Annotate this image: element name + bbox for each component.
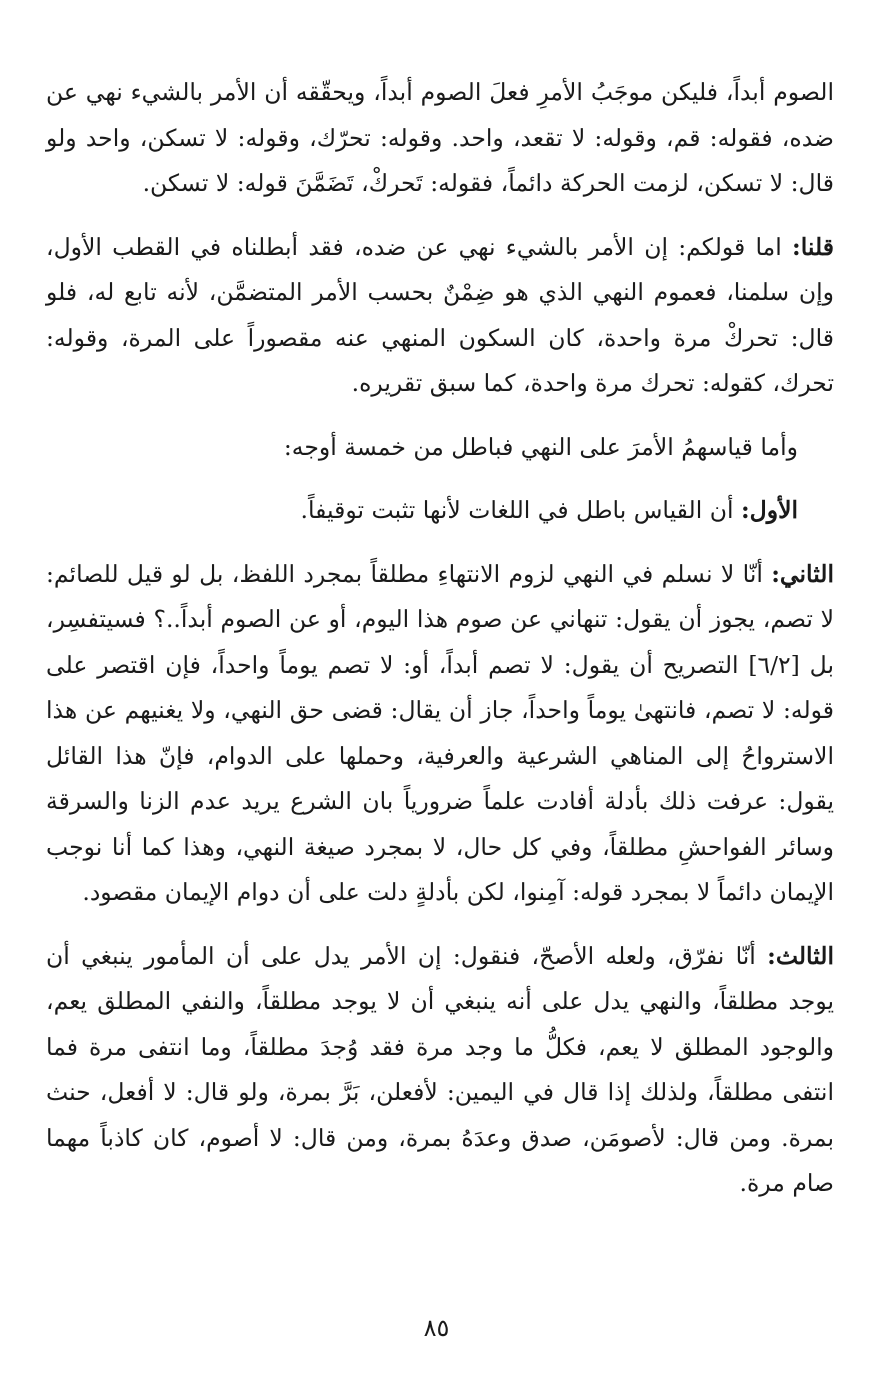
paragraph-2 xyxy=(46,225,834,407)
paragraph-6 xyxy=(46,934,834,1207)
paragraph-4 xyxy=(46,488,834,534)
paragraph-lead: قلنا: xyxy=(792,232,834,261)
paragraph-lead: الثالث: xyxy=(767,941,834,970)
paragraph-text: أنّا لا نسلم في النهي لزوم الانتهاءِ مطلقاً بمجرد اللفظ، بل لو قيل للصائم: لا تصم، يجوز أن يقول: تنهاني عن صوم هذا اليوم، أو عن الصوم أبداً..؟ فسيتفسِر، بل [٦/٢] التصريح أن يقول: لا تصم أبداً، أو: لا تصم يوماً واحداً، فإن اقتصر على قوله: لا تصم، فانتهىٰ يوماً واحداً، جاز أن يقال: قضى حق النهي، ولا يغنيهم عن هذا الاسترواحُ إلى المناهي الشرعية والعرفية، وحملها على الدوام، فإنّ هذا القائل يقول: عرفت ذلك بأدلة أفادت علماً ضرورياً بان الشرع يريد عدم الزنا والسرقة وسائر الفواحشِ مطلقاً، وفي كل حال، لا بمجرد صيغة النهي، وهذا كما أنا نوجب الإيمان دائماً لا بمجرد قوله: آمِنوا، لكن بأدلةٍ دلت على أن دوام الإيمان مقصود. xyxy=(46,559,834,906)
paragraph-1 xyxy=(46,70,834,207)
page-number: ٨٥ xyxy=(423,1314,450,1342)
paragraph-text: وأما قياسهمُ الأمرَ على النهي فباطل من خمسة أوجه: xyxy=(283,432,798,461)
paragraph-lead: الأول: xyxy=(740,496,798,524)
paragraph-text: أن القياس باطل في اللغات لأنها تثبت توقيفاً. xyxy=(300,496,741,524)
page-body xyxy=(46,70,834,1225)
paragraph-text: أنّا نفرّق، ولعله الأصحّ، فنقول: إن الأمر يدل على أن المأمور ينبغي أن يوجد مطلقاً، والنهي يدل على أنه ينبغي أن لا يوجد مطلقاً، والنفي المطلق يعم، والوجود المطلق لا يعم، فكلُّ ما وجد مرة فقد وُجدَ مطلقاً، وما انتفى مرة فما انتفى مطلقاً، ولذلك إذا قال في اليمين: لأفعلن، بَرَّ بمرة، ولو قال: لا أفعل، حنث بمرة. ومن قال: لأصومَن، صدق وعدَهُ بمرة، ومن قال: لا أصوم، كان كاذباً مهما صام مرة. xyxy=(46,941,834,1197)
paragraph-3 xyxy=(46,425,834,471)
paragraph-text: الصوم أبداً، فليكن موجَبُ الأمرِ فعلَ الصوم أبداً، ويحقّقه أن الأمر بالشيء نهي عن ضده، فقوله: قم، وقوله: لا تقعد، واحد. وقوله: تحرّك، وقوله: لا تسكن، واحد ولو قال: لا تسكن، لزمت الحركة دائماً، فقوله: تَحركْ، تَضَمَّنَ قوله: لا تسكن. xyxy=(46,78,834,197)
paragraph-lead: الثاني: xyxy=(771,559,834,588)
paragraph-text: اما قولكم: إن الأمر بالشيء نهي عن ضده، فقد أبطلناه في القطب الأول، وإن سلمنا، فعموم النهي الذي هو ضِمْنٌ بحسب الأمر المتضمَّن، لأنه تابع له، فلو قال: تحركْ مرة واحدة، كان السكون المنهي عنه مقصوراً على المرة، وقوله: تحرك، كقوله: تحرك مرة واحدة، كما سبق تقريره. xyxy=(46,232,834,397)
paragraph-5 xyxy=(46,552,834,916)
